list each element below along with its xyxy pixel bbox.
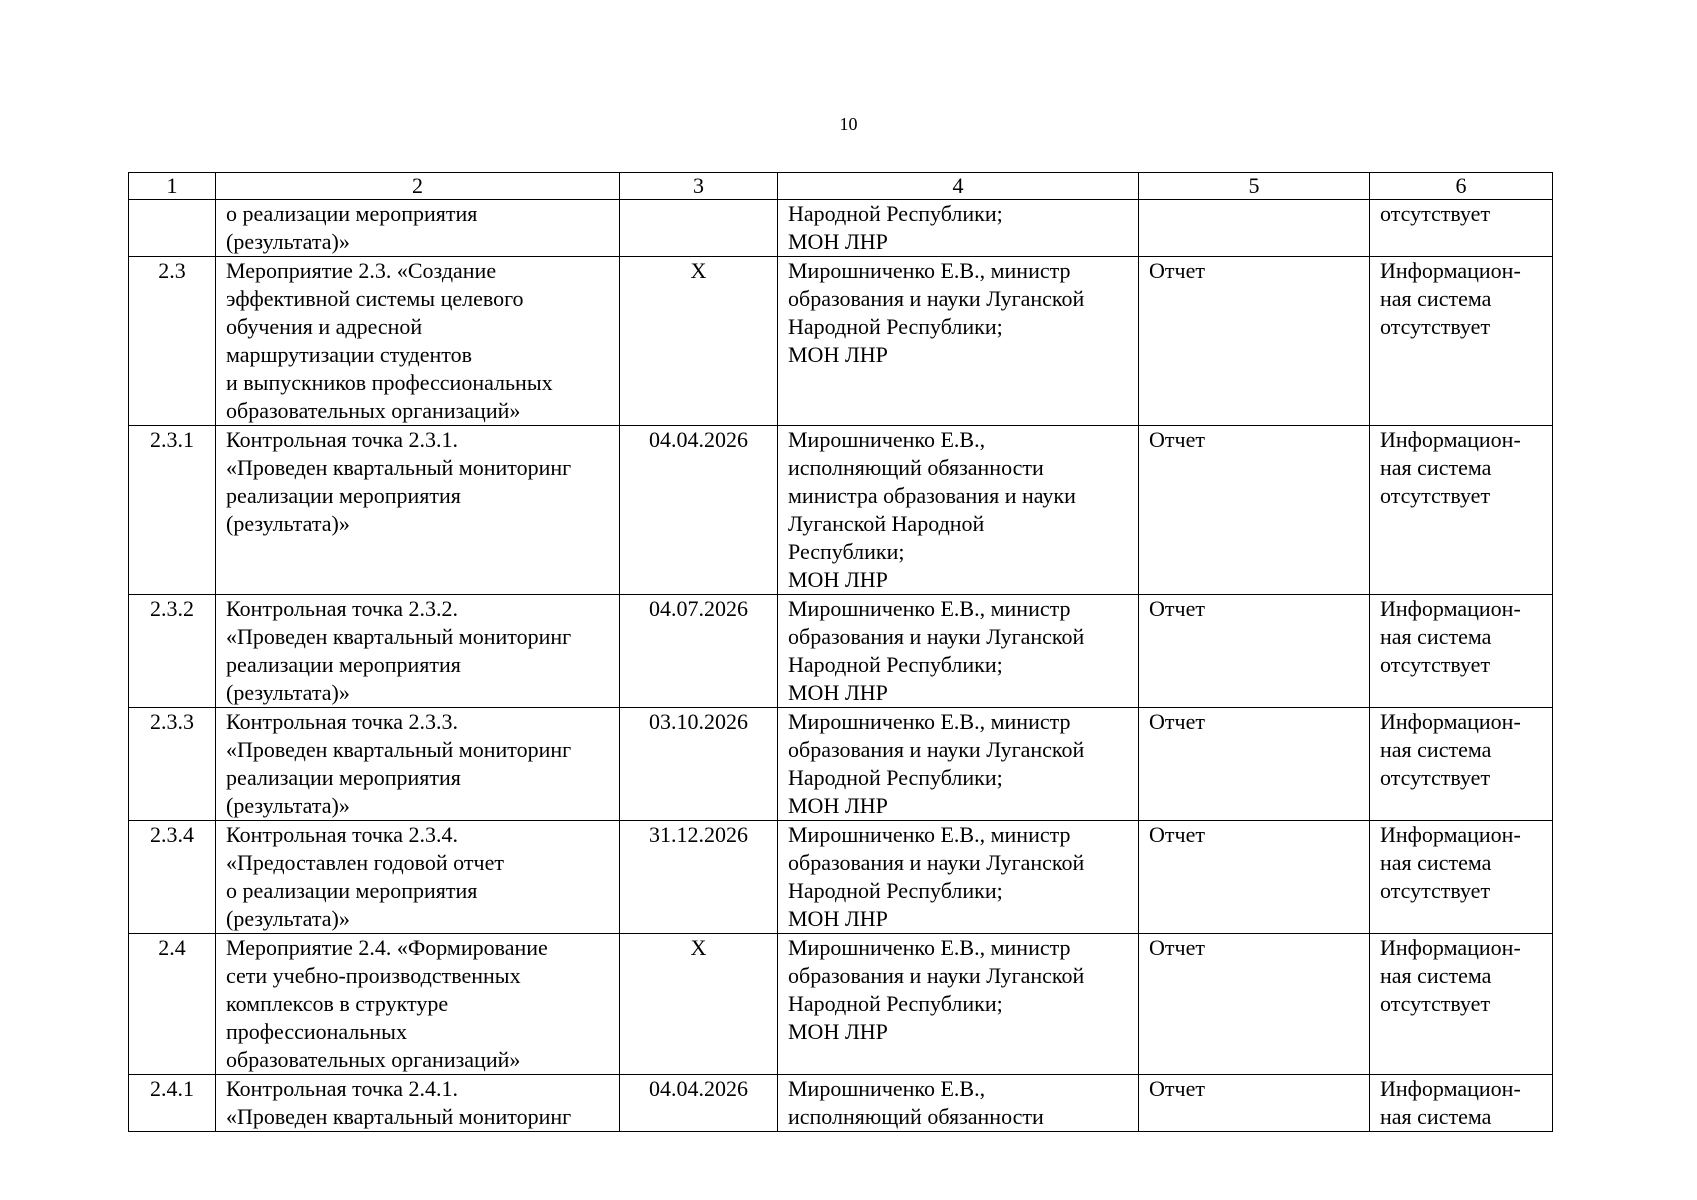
responsible-person: Мирошниченко Е.В., министр образования и науки Луганской Народной Республики; МОН ЛНР bbox=[778, 595, 1139, 708]
deadline-date bbox=[620, 200, 778, 257]
row-number: 2.3.2 bbox=[129, 595, 216, 708]
information-system: Информацион- ная система bbox=[1370, 1075, 1553, 1132]
responsible-person: Мирошниченко Е.В., министр образования и науки Луганской Народной Республики; МОН ЛНР bbox=[778, 257, 1139, 426]
row-number: 2.3.1 bbox=[129, 426, 216, 595]
document-type: Отчет bbox=[1139, 595, 1370, 708]
table-row bbox=[129, 1075, 1553, 1132]
measure-name: Мероприятие 2.3. «Создание эффективной системы целевого обучения и адресной маршрутизации студентов и выпускников профессиональных образовательных организаций» bbox=[216, 257, 620, 426]
row-number: 2.3 bbox=[129, 257, 216, 426]
measure-name: о реализации мероприятия (результата)» bbox=[216, 200, 620, 257]
document-type bbox=[1139, 200, 1370, 257]
measure-name: Контрольная точка 2.3.2. «Проведен квартальный мониторинг реализации мероприятия (результата)» bbox=[216, 595, 620, 708]
measure-name: Контрольная точка 2.4.1. «Проведен квартальный мониторинг bbox=[216, 1075, 620, 1132]
deadline-date: Х bbox=[620, 934, 778, 1075]
information-system: Информацион- ная система отсутствует bbox=[1370, 426, 1553, 595]
measure-name: Контрольная точка 2.3.4. «Предоставлен годовой отчет о реализации мероприятия (результата)» bbox=[216, 821, 620, 934]
deadline-date: 03.10.2026 bbox=[620, 708, 778, 821]
responsible-person: Мирошниченко Е.В., исполняющий обязанности министра образования и науки Луганской Народной Республики; МОН ЛНР bbox=[778, 426, 1139, 595]
column-header-6: 6 bbox=[1370, 173, 1553, 200]
table-row bbox=[129, 426, 1553, 595]
measure-name: Контрольная точка 2.3.1. «Проведен квартальный мониторинг реализации мероприятия (результата)» bbox=[216, 426, 620, 595]
document-type: Отчет bbox=[1139, 934, 1370, 1075]
responsible-person: Народной Республики; МОН ЛНР bbox=[778, 200, 1139, 257]
row-number: 2.4 bbox=[129, 934, 216, 1075]
deadline-date: 04.04.2026 bbox=[620, 1075, 778, 1132]
deadline-date: Х bbox=[620, 257, 778, 426]
information-system: Информацион- ная система отсутствует bbox=[1370, 821, 1553, 934]
table-row bbox=[129, 595, 1553, 708]
information-system: Информацион- ная система отсутствует bbox=[1370, 708, 1553, 821]
row-number: 2.3.4 bbox=[129, 821, 216, 934]
column-header-1: 1 bbox=[129, 173, 216, 200]
information-system: Информацион- ная система отсутствует bbox=[1370, 257, 1553, 426]
responsible-person: Мирошниченко Е.В., министр образования и науки Луганской Народной Республики; МОН ЛНР bbox=[778, 934, 1139, 1075]
deadline-date: 31.12.2026 bbox=[620, 821, 778, 934]
information-system: Информацион- ная система отсутствует bbox=[1370, 595, 1553, 708]
measure-name: Контрольная точка 2.3.3. «Проведен квартальный мониторинг реализации мероприятия (результата)» bbox=[216, 708, 620, 821]
row-number: 2.3.3 bbox=[129, 708, 216, 821]
row-number bbox=[129, 200, 216, 257]
row-number: 2.4.1 bbox=[129, 1075, 216, 1132]
table-row bbox=[129, 257, 1553, 426]
table-row bbox=[129, 934, 1553, 1075]
measure-name: Мероприятие 2.4. «Формирование сети учебно-производственных комплексов в структуре профессиональных образовательных организаций» bbox=[216, 934, 620, 1075]
information-system: Информацион- ная система отсутствует bbox=[1370, 934, 1553, 1075]
document-type: Отчет bbox=[1139, 257, 1370, 426]
responsible-person: Мирошниченко Е.В., исполняющий обязанности bbox=[778, 1075, 1139, 1132]
table-row bbox=[129, 200, 1553, 257]
document-type: Отчет bbox=[1139, 708, 1370, 821]
page-number: 10 bbox=[839, 114, 858, 134]
document-type: Отчет bbox=[1139, 1075, 1370, 1132]
column-header-5: 5 bbox=[1139, 173, 1370, 200]
deadline-date: 04.07.2026 bbox=[620, 595, 778, 708]
table-header-row bbox=[129, 173, 1553, 200]
document-type: Отчет bbox=[1139, 426, 1370, 595]
information-system: отсутствует bbox=[1370, 200, 1553, 257]
responsible-person: Мирошниченко Е.В., министр образования и науки Луганской Народной Республики; МОН ЛНР bbox=[778, 821, 1139, 934]
table-row bbox=[129, 821, 1553, 934]
column-header-3: 3 bbox=[620, 173, 778, 200]
column-header-4: 4 bbox=[778, 173, 1139, 200]
deadline-date: 04.04.2026 bbox=[620, 426, 778, 595]
table-row bbox=[129, 708, 1553, 821]
column-header-2: 2 bbox=[216, 173, 620, 200]
measures-table bbox=[128, 172, 1553, 1132]
document-type: Отчет bbox=[1139, 821, 1370, 934]
responsible-person: Мирошниченко Е.В., министр образования и науки Луганской Народной Республики; МОН ЛНР bbox=[778, 708, 1139, 821]
